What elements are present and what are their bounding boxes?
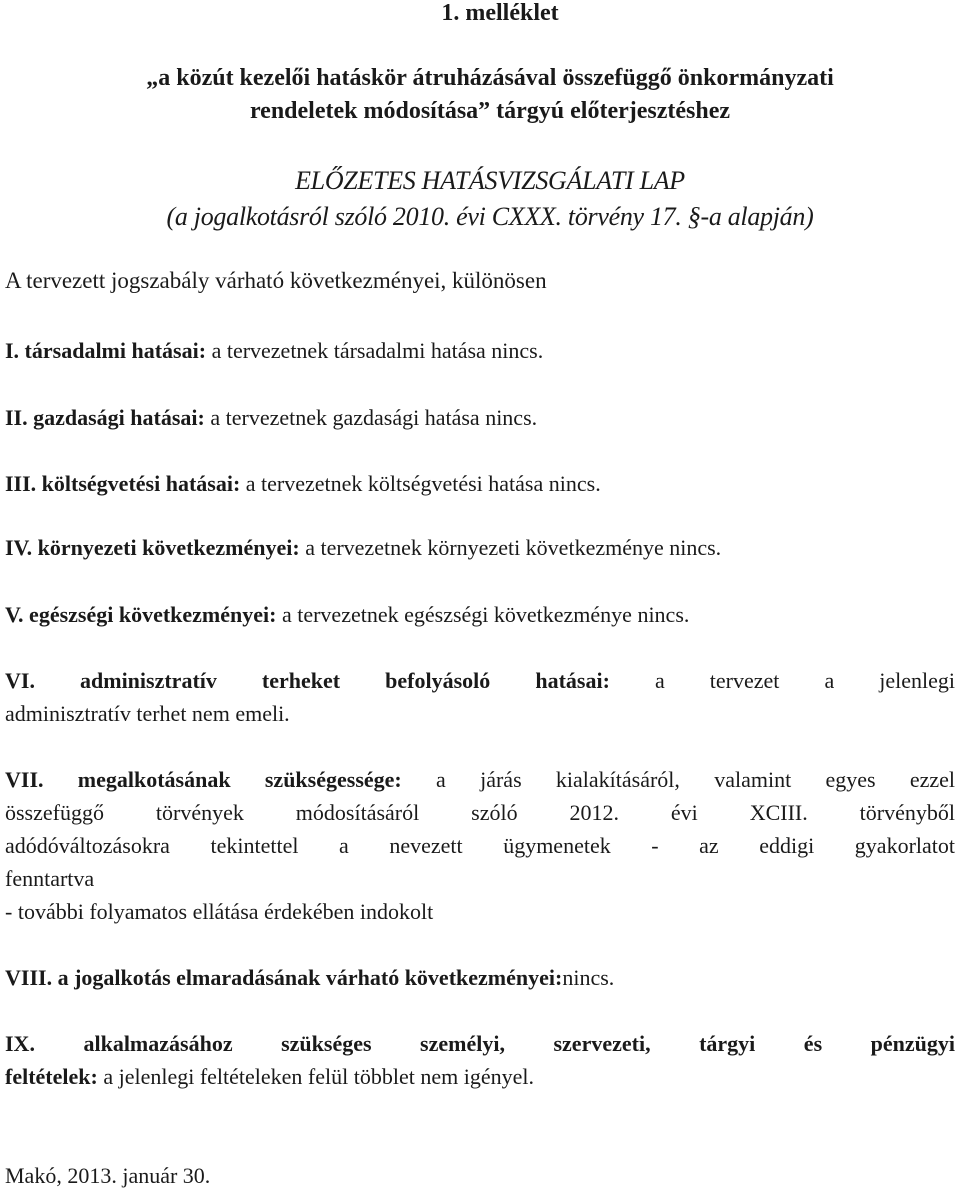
item-label: I. társadalmi hatásai:: [5, 338, 207, 363]
item-line: [5, 1027, 955, 1060]
item-line: adminisztratív terhet nem emeli.: [5, 701, 290, 726]
form-title: [0, 163, 960, 235]
item-necessity: [5, 763, 955, 895]
item-line: [5, 1060, 955, 1093]
subject-line-2: rendeletek módosítása” tárgyú előterjesztéshez: [249, 98, 731, 124]
item-line: fenntartva: [5, 866, 95, 891]
item-label-continued: feltételek:: [5, 1064, 98, 1089]
item-text: a tervezetnek környezeti következménye nincs.: [299, 535, 722, 560]
item-label: V. egészségi következményei:: [5, 602, 277, 627]
subject-heading: [0, 62, 960, 128]
item-environmental-impact: [5, 531, 955, 564]
annex-label: 1. melléklet: [441, 0, 559, 26]
item-social-impact: [5, 334, 955, 367]
form-title-line-1: ELŐZETES HATÁSVIZSGÁLATI LAP: [295, 166, 685, 195]
intro-text: A tervezett jogszabály várható következményei, különösen: [5, 268, 547, 293]
signature-place-date: Makó, 2013. január 30.: [5, 1163, 211, 1188]
item-line: [5, 763, 955, 796]
item-label: II. gazdasági hatásai:: [5, 405, 205, 430]
item-label: IX. alkalmazásához szükséges személyi, szervezeti, tárgyi és pénzügyi: [5, 1031, 955, 1056]
item-text: a tervezetnek társadalmi hatása nincs.: [206, 338, 544, 363]
item-text: a tervezet a jelenlegi: [654, 668, 956, 693]
subject-line-1: „a közút kezelői hatáskör átruházásával összefüggő önkormányzati: [146, 65, 834, 91]
item-health-impact: [5, 598, 955, 631]
item-economic-impact: [5, 401, 955, 434]
item-text: a tervezetnek gazdasági hatása nincs.: [204, 405, 538, 430]
item-budget-impact: [5, 467, 955, 500]
item-text: a tervezetnek költségvetési hatása nincs.: [240, 471, 601, 496]
item-administrative-burden: [5, 664, 955, 730]
item-label: III. költségvetési hatásai:: [5, 471, 241, 496]
item-required-conditions: [5, 1027, 955, 1093]
item-label: VI. adminisztratív terheket befolyásoló hatásai:: [5, 668, 610, 693]
item-text: a járás kialakításáról, valamint egyes ezzel: [436, 767, 956, 792]
item-label: VIII. a jogalkotás elmaradásának várható következményei:: [5, 965, 563, 990]
item-label: VII. megalkotásának szükségessége:: [5, 767, 402, 792]
item-necessity-continuation: - további folyamatos ellátása érdekében indokolt: [5, 899, 434, 924]
item-label: IV. környezeti következményei:: [5, 535, 300, 560]
form-title-line-2: (a jogalkotásról szóló 2010. évi CXXX. törvény 17. §-a alapján): [166, 202, 814, 231]
item-text: a jelenlegi feltételeken felül többlet nem igényel.: [97, 1064, 534, 1089]
item-text: nincs.: [562, 965, 615, 990]
item-consequences-of-omission: [5, 961, 955, 994]
item-line: [5, 664, 955, 697]
item-line: összefüggő törvények módosításáról szóló 2012. évi XCIII. törvényből: [5, 800, 955, 825]
item-line: adódóváltozásokra tekintettel a nevezett ügymenetek - az eddigi gyakorlatot: [5, 833, 955, 858]
item-text: a tervezetnek egészségi következménye nincs.: [276, 602, 690, 627]
